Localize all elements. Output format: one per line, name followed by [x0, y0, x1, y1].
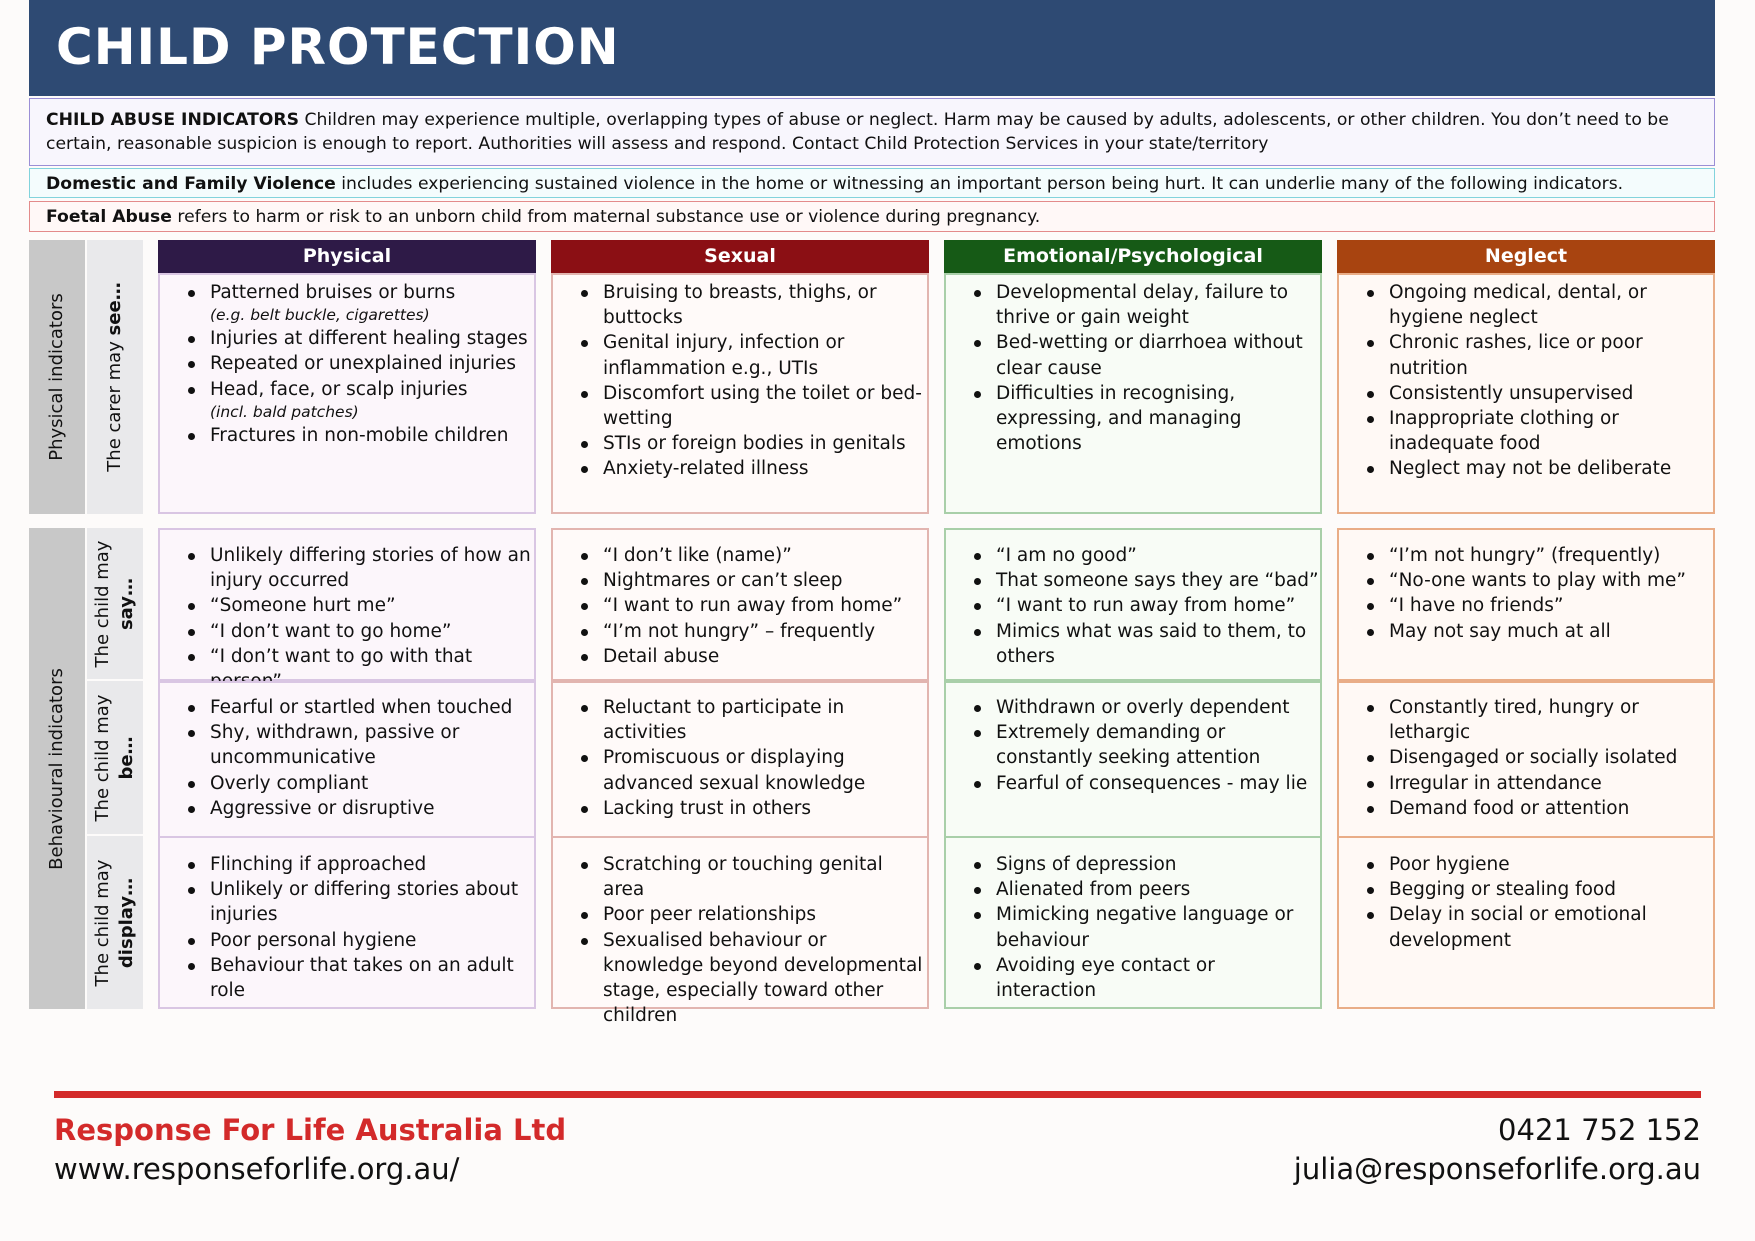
- say-sexual-list: [553, 543, 927, 669]
- page-header: [29, 0, 1715, 96]
- list-item: Fractures in non-mobile children: [184, 423, 534, 448]
- list-item: “I have no friends”: [1363, 593, 1713, 618]
- list-item: Behaviour that takes on an adult role: [184, 953, 534, 1003]
- child-display-label: The child may display…: [87, 836, 143, 1009]
- display-physical-list: [160, 852, 534, 1003]
- say-physical-list: [160, 543, 534, 694]
- list-item: Injuries at different healing stages: [184, 326, 534, 351]
- foetal-heading: Foetal Abuse: [46, 207, 172, 227]
- intro-box: [29, 98, 1715, 166]
- list-item: That someone says they are “bad”: [970, 568, 1320, 593]
- be-neglect-cell: [1337, 681, 1715, 838]
- list-item: Genital injury, infection or inflammation e.g., UTIs: [577, 330, 927, 380]
- list-item: Nightmares or can’t sleep: [577, 568, 927, 593]
- be-neglect-list: [1339, 695, 1713, 821]
- list-item: Demand food or attention: [1363, 796, 1713, 821]
- see-emotional-cell: [944, 273, 1322, 514]
- list-item-note: (e.g. belt buckle, cigarettes): [210, 306, 430, 325]
- display-sexual-cell: [551, 836, 929, 1027]
- list-item-note: (incl. bald patches): [210, 402, 359, 421]
- list-item: Avoiding eye contact or interaction: [970, 953, 1320, 1003]
- list-item: Ongoing medical, dental, or hygiene neglect: [1363, 280, 1713, 330]
- list-item: “No-one wants to play with me”: [1363, 568, 1713, 593]
- list-item: Mimics what was said to them, to others: [970, 619, 1320, 669]
- list-item: “I don’t want to go home”: [184, 619, 534, 644]
- be-sexual-cell: [551, 681, 929, 838]
- list-item: Unlikely differing stories of how an injury occurred: [184, 543, 534, 593]
- behavioural-indicators-label: Behavioural indicators: [29, 528, 85, 1009]
- list-item: Irregular in attendance: [1363, 771, 1713, 796]
- footer-divider: [54, 1091, 1701, 1098]
- list-item: Alienated from peers: [970, 877, 1320, 902]
- list-item: Flinching if approached: [184, 852, 534, 877]
- list-item: May not say much at all: [1363, 619, 1713, 644]
- list-item: Lacking trust in others: [577, 796, 927, 821]
- list-item: Unlikely or differing stories about injuries: [184, 877, 534, 927]
- say-neglect-cell: [1337, 528, 1715, 681]
- dfv-text: includes experiencing sustained violence in the home or witnessing an important person being hurt. It can underlie many of the following indicators.: [335, 174, 1624, 194]
- see-emotional-list: [946, 280, 1320, 456]
- see-physical-cell: [158, 273, 536, 514]
- say-neglect-list: [1339, 543, 1713, 644]
- list-item: “I want to run away from home”: [970, 593, 1320, 618]
- list-item: Shy, withdrawn, passive or uncommunicative: [184, 720, 534, 770]
- intro-heading: CHILD ABUSE INDICATORS: [46, 110, 300, 130]
- physical-indicators-label: Physical indicators: [29, 240, 85, 514]
- col-header-emotional: Emotional/Psychological: [944, 240, 1322, 273]
- be-physical-list: [160, 695, 534, 821]
- list-item: Poor personal hygiene: [184, 928, 534, 953]
- footer-org-name: Response For Life Australia Ltd: [54, 1113, 567, 1147]
- list-item: Promiscuous or displaying advanced sexual knowledge: [577, 745, 927, 795]
- say-emotional-cell: [944, 528, 1322, 681]
- list-item: Bed-wetting or diarrhoea without clear cause: [970, 330, 1320, 380]
- list-item: Head, face, or scalp injuries: [184, 377, 534, 402]
- footer-phone: 0421 752 152: [1498, 1113, 1701, 1147]
- list-item: Sexualised behaviour or knowledge beyond developmental stage, especially toward other children: [577, 928, 927, 1029]
- say-emotional-list: [946, 543, 1320, 669]
- be-emotional-list: [946, 695, 1320, 796]
- list-item: Developmental delay, failure to thrive or gain weight: [970, 280, 1320, 330]
- say-physical-cell: [158, 528, 536, 681]
- see-sexual-list: [553, 280, 927, 482]
- foetal-box: [29, 201, 1715, 232]
- list-item: Neglect may not be deliberate: [1363, 456, 1713, 481]
- list-item: “I want to run away from home”: [577, 593, 927, 618]
- list-item: Patterned bruises or burns: [184, 280, 534, 305]
- list-item: Consistently unsupervised: [1363, 381, 1713, 406]
- list-item: Inappropriate clothing or inadequate food: [1363, 406, 1713, 456]
- display-neglect-cell: [1337, 836, 1715, 1009]
- list-item: Overly compliant: [184, 771, 534, 796]
- list-item: Anxiety-related illness: [577, 456, 927, 481]
- list-item: Disengaged or socially isolated: [1363, 745, 1713, 770]
- list-item: STIs or foreign bodies in genitals: [577, 431, 927, 456]
- carer-see-label: The carer may see…: [87, 240, 143, 514]
- see-neglect-cell: [1337, 273, 1715, 514]
- list-item: Mimicking negative language or behaviour: [970, 902, 1320, 952]
- intro-text: Children may experience multiple, overlapping types of abuse or neglect. Harm may be caused by adults, adolescents, or other children. You don’t need to be certain, reasonable suspicion is enough to report. Authorities will assess and respond. Contact Child Protection Services in your state/territory: [46, 110, 1669, 154]
- display-neglect-list: [1339, 852, 1713, 953]
- display-physical-cell: [158, 836, 536, 1009]
- list-item: Begging or stealing food: [1363, 877, 1713, 902]
- footer-website-link[interactable]: www.responseforlife.org.au/: [54, 1152, 460, 1186]
- dfv-box: [29, 168, 1715, 198]
- display-emotional-cell: [944, 836, 1322, 1009]
- list-item: Discomfort using the toilet or bed-wetting: [577, 381, 927, 431]
- list-item: “I’m not hungry” – frequently: [577, 619, 927, 644]
- display-emotional-list: [946, 852, 1320, 1003]
- list-item: “Someone hurt me”: [184, 593, 534, 618]
- child-be-label: The child may be…: [87, 681, 143, 834]
- see-neglect-list: [1339, 280, 1713, 482]
- list-item: “I don’t like (name)”: [577, 543, 927, 568]
- foetal-text: refers to harm or risk to an unborn child from maternal substance use or violence during pregnancy.: [171, 207, 1041, 227]
- footer-email-link[interactable]: julia@responseforlife.org.au: [1293, 1152, 1701, 1186]
- list-item: Poor peer relationships: [577, 902, 927, 927]
- display-sexual-list: [553, 852, 927, 1028]
- list-item: Poor hygiene: [1363, 852, 1713, 877]
- list-item: “I am no good”: [970, 543, 1320, 568]
- list-item: Constantly tired, hungry or lethargic: [1363, 695, 1713, 745]
- list-item: Scratching or touching genital area: [577, 852, 927, 902]
- list-item: Delay in social or emotional development: [1363, 902, 1713, 952]
- page-title: CHILD PROTECTION: [56, 18, 620, 76]
- list-item: Repeated or unexplained injuries: [184, 351, 534, 376]
- col-header-sexual: Sexual: [551, 240, 929, 273]
- list-item: Bruising to breasts, thighs, or buttocks: [577, 280, 927, 330]
- list-item: Chronic rashes, lice or poor nutrition: [1363, 330, 1713, 380]
- list-item: Fearful or startled when touched: [184, 695, 534, 720]
- child-say-label: The child may say…: [87, 528, 143, 679]
- list-item: Signs of depression: [970, 852, 1320, 877]
- col-header-physical: Physical: [158, 240, 536, 273]
- see-physical-list: [160, 280, 534, 448]
- be-emotional-cell: [944, 681, 1322, 838]
- dfv-heading: Domestic and Family Violence: [46, 174, 336, 194]
- be-physical-cell: [158, 681, 536, 838]
- list-item: Reluctant to participate in activities: [577, 695, 927, 745]
- list-item: Detail abuse: [577, 644, 927, 669]
- list-item: Extremely demanding or constantly seeking attention: [970, 720, 1320, 770]
- be-sexual-list: [553, 695, 927, 821]
- list-item: Fearful of consequences - may lie: [970, 771, 1320, 796]
- see-sexual-cell: [551, 273, 929, 514]
- list-item: Aggressive or disruptive: [184, 796, 534, 821]
- list-item: “I don’t want to go with that: [184, 644, 534, 694]
- list-item: “I’m not hungry” (frequently): [1363, 543, 1713, 568]
- col-header-neglect: Neglect: [1337, 240, 1715, 273]
- list-item: Withdrawn or overly dependent: [970, 695, 1320, 720]
- say-sexual-cell: [551, 528, 929, 681]
- list-item: Difficulties in recognising, expressing, and managing emotions: [970, 381, 1320, 457]
